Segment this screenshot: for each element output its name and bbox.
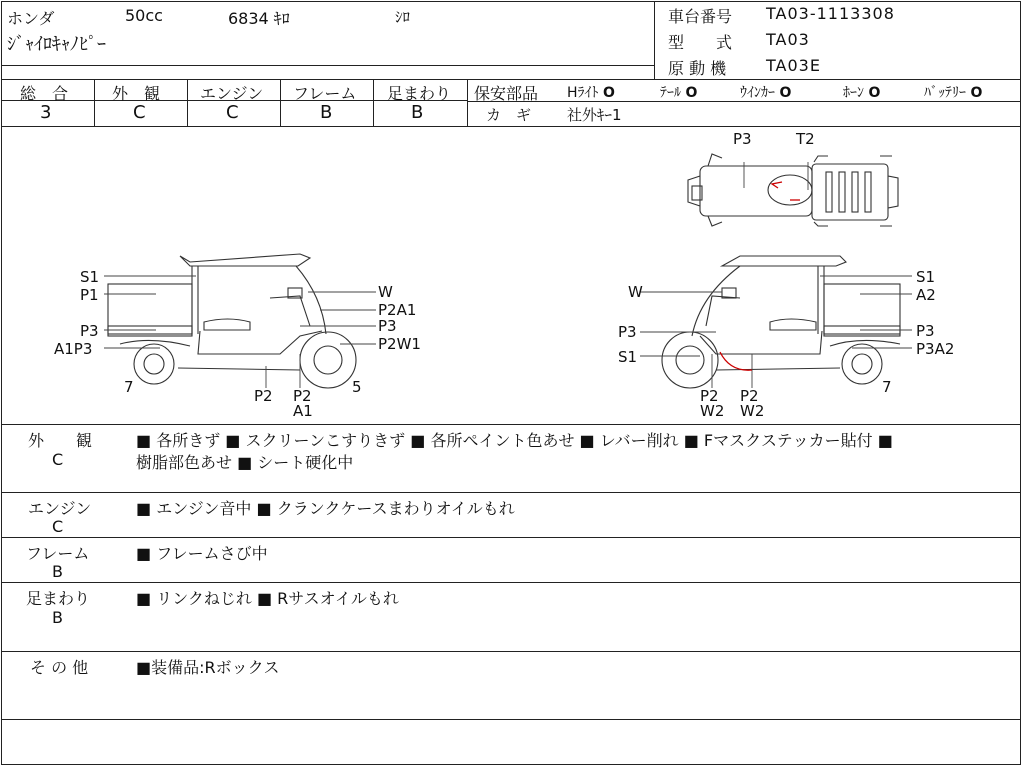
grade-value-exterior: C bbox=[133, 102, 146, 123]
left-label-p3: P3 bbox=[80, 322, 99, 340]
top-label-p3: P3 bbox=[733, 130, 752, 148]
top-view-scooter bbox=[688, 154, 898, 226]
type-label: 型 式 bbox=[668, 33, 733, 52]
grade-divider bbox=[373, 79, 374, 126]
note-text-exterior-2: 樹脂部色あせ ■ シート硬化中 bbox=[136, 453, 354, 472]
note-divider bbox=[2, 537, 1020, 538]
right-label-a2: A2 bbox=[916, 286, 936, 304]
grade-value-frame: B bbox=[320, 102, 333, 123]
frame-no-label: 車台番号 bbox=[668, 7, 733, 26]
note-divider bbox=[2, 492, 1020, 493]
safety-item-horn: ﾎｰﾝ O bbox=[843, 85, 881, 101]
grade-divider bbox=[467, 79, 468, 126]
right-label-w: W bbox=[628, 283, 643, 301]
grade-label-overall: 総 合 bbox=[20, 84, 69, 103]
grade-value-engine: C bbox=[226, 102, 239, 123]
key-label: カ ギ bbox=[486, 106, 532, 124]
maker-text: ホンダ bbox=[7, 9, 55, 28]
note-grade-exterior: C bbox=[52, 450, 64, 469]
note-category-exterior: 外 観 bbox=[28, 431, 93, 450]
engine-value: TA03E bbox=[766, 56, 821, 75]
grade-divider bbox=[94, 79, 95, 126]
safety-item-winker: ｳｲﾝｶｰ O bbox=[740, 85, 792, 101]
note-category-suspension: 足まわり bbox=[26, 589, 91, 608]
model-name: ｼﾞｬｲﾛｷｬﾉﾋﾟｰ bbox=[7, 34, 106, 55]
grade-label-engine: エンジン bbox=[200, 84, 264, 103]
note-grade-frame: B bbox=[52, 562, 63, 581]
note-divider bbox=[2, 719, 1020, 720]
header-bottom-line bbox=[2, 79, 1020, 80]
right-label-p3: P3 bbox=[916, 322, 935, 340]
right-label-s1-b: S1 bbox=[618, 348, 638, 366]
left-label-a1: A1 bbox=[293, 402, 313, 420]
grade-label-suspension: 足まわり bbox=[387, 84, 452, 103]
left-side-scooter bbox=[108, 254, 356, 388]
left-label-a1p3: A1P3 bbox=[54, 340, 93, 358]
top-label-t2: T2 bbox=[796, 130, 815, 148]
safety-item-headlight: Hﾗｲﾄ O bbox=[567, 85, 615, 101]
note-text-other: ■装備品:Rボックス bbox=[136, 658, 280, 677]
left-label-p2w1: P2W1 bbox=[378, 335, 421, 353]
note-grade-engine: C bbox=[52, 517, 64, 536]
grade-divider bbox=[187, 79, 188, 126]
diagram-bottom-line bbox=[2, 424, 1020, 425]
left-label-p2-a: P2 bbox=[254, 387, 273, 405]
engine-label: 原 動 機 bbox=[668, 59, 727, 78]
note-text-frame: ■ フレームさび中 bbox=[136, 544, 268, 563]
right-label-7: 7 bbox=[882, 378, 892, 396]
displacement-text: 50cc bbox=[125, 6, 163, 25]
color-text: ｼﾛ bbox=[395, 8, 411, 26]
right-label-w2-b: W2 bbox=[740, 402, 765, 420]
note-text-exterior-1: ■ 各所きず ■ スクリーンこすりきず ■ 各所ペイント色あせ ■ レバー削れ ■ Fマスクステッカー貼付 ■ bbox=[136, 431, 893, 450]
grade-value-suspension: B bbox=[411, 102, 424, 123]
model-underline bbox=[2, 65, 654, 66]
safety-label: 保安部品 bbox=[474, 84, 539, 103]
note-text-engine: ■ エンジン音中 ■ クランクケースまわりオイルもれ bbox=[136, 499, 515, 518]
grade-label-frame: フレーム bbox=[293, 84, 357, 103]
grade-value-overall: 3 bbox=[40, 102, 52, 123]
left-label-p3-right: P3 bbox=[378, 317, 397, 335]
right-label-s1: S1 bbox=[916, 268, 936, 286]
left-label-w: W bbox=[378, 283, 393, 301]
right-label-p3a2: P3A2 bbox=[916, 340, 955, 358]
note-category-frame: フレーム bbox=[26, 544, 90, 563]
frame-no-value: TA03-1113308 bbox=[766, 4, 895, 23]
note-grade-suspension: B bbox=[52, 608, 63, 627]
damage-diagram bbox=[0, 126, 1024, 426]
note-divider bbox=[2, 651, 1020, 652]
type-value: TA03 bbox=[766, 30, 810, 49]
left-label-p2a1: P2A1 bbox=[378, 301, 417, 319]
mileage-text: 6834 ｷﾛ bbox=[228, 9, 290, 28]
key-value: 社外ｷｰ1 bbox=[567, 106, 622, 124]
left-label-7: 7 bbox=[124, 378, 134, 396]
right-label-p2-b: P2 bbox=[740, 387, 759, 405]
grade-divider bbox=[280, 79, 281, 126]
left-label-p1: P1 bbox=[80, 286, 99, 304]
note-category-other: そ の 他 bbox=[30, 658, 89, 677]
left-label-5: 5 bbox=[352, 378, 362, 396]
right-label-p2-a: P2 bbox=[700, 387, 719, 405]
grade-label-exterior: 外 観 bbox=[112, 84, 161, 103]
left-label-s1: S1 bbox=[80, 268, 100, 286]
safety-item-battery: ﾊﾞｯﾃﾘｰ O bbox=[924, 85, 983, 101]
note-divider bbox=[2, 582, 1020, 583]
right-label-p3-b: P3 bbox=[618, 323, 637, 341]
note-category-engine: エンジン bbox=[28, 499, 92, 518]
right-label-w2-a: W2 bbox=[700, 402, 725, 420]
note-text-suspension: ■ リンクねじれ ■ Rサスオイルもれ bbox=[136, 589, 399, 608]
left-label-p2-b: P2 bbox=[293, 387, 312, 405]
safety-item-tail: ﾃｰﾙ O bbox=[660, 85, 698, 101]
header-vertical-divider bbox=[654, 2, 655, 79]
